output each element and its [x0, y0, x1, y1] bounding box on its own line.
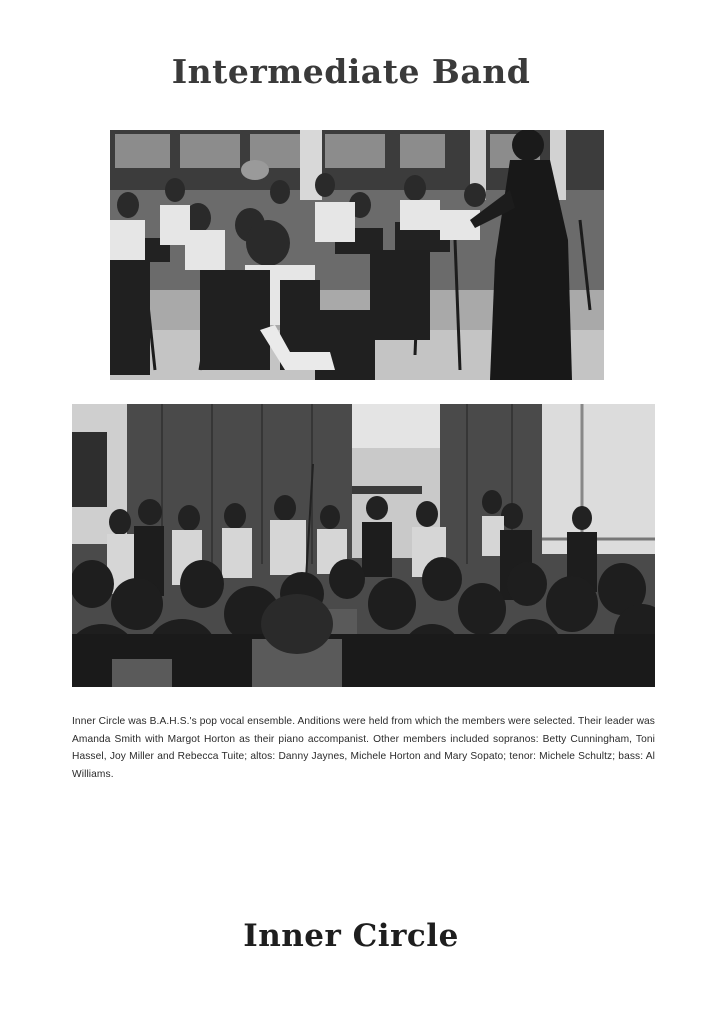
inner-circle-photo	[72, 404, 655, 687]
intermediate-band-photo	[110, 130, 604, 380]
page-title-inner-circle: Inner Circle	[243, 918, 459, 954]
page-title-intermediate-band: Intermediate Band	[171, 52, 531, 91]
caption-text: Inner Circle was B.A.H.S.'s pop vocal ensemble. Anditions were held from which the members were selected. Their leader was Amanda Smith with Margot Horton as their piano accompanist. Other members included sopranos: Betty Cunningham, Toni Hassel, Joy Miller and Rebecca Tuite; altos: Danny Jaynes, Michele Horton and Mary Sopato; tenor: Michele Schultz; bass: Al Williams.	[72, 716, 655, 780]
